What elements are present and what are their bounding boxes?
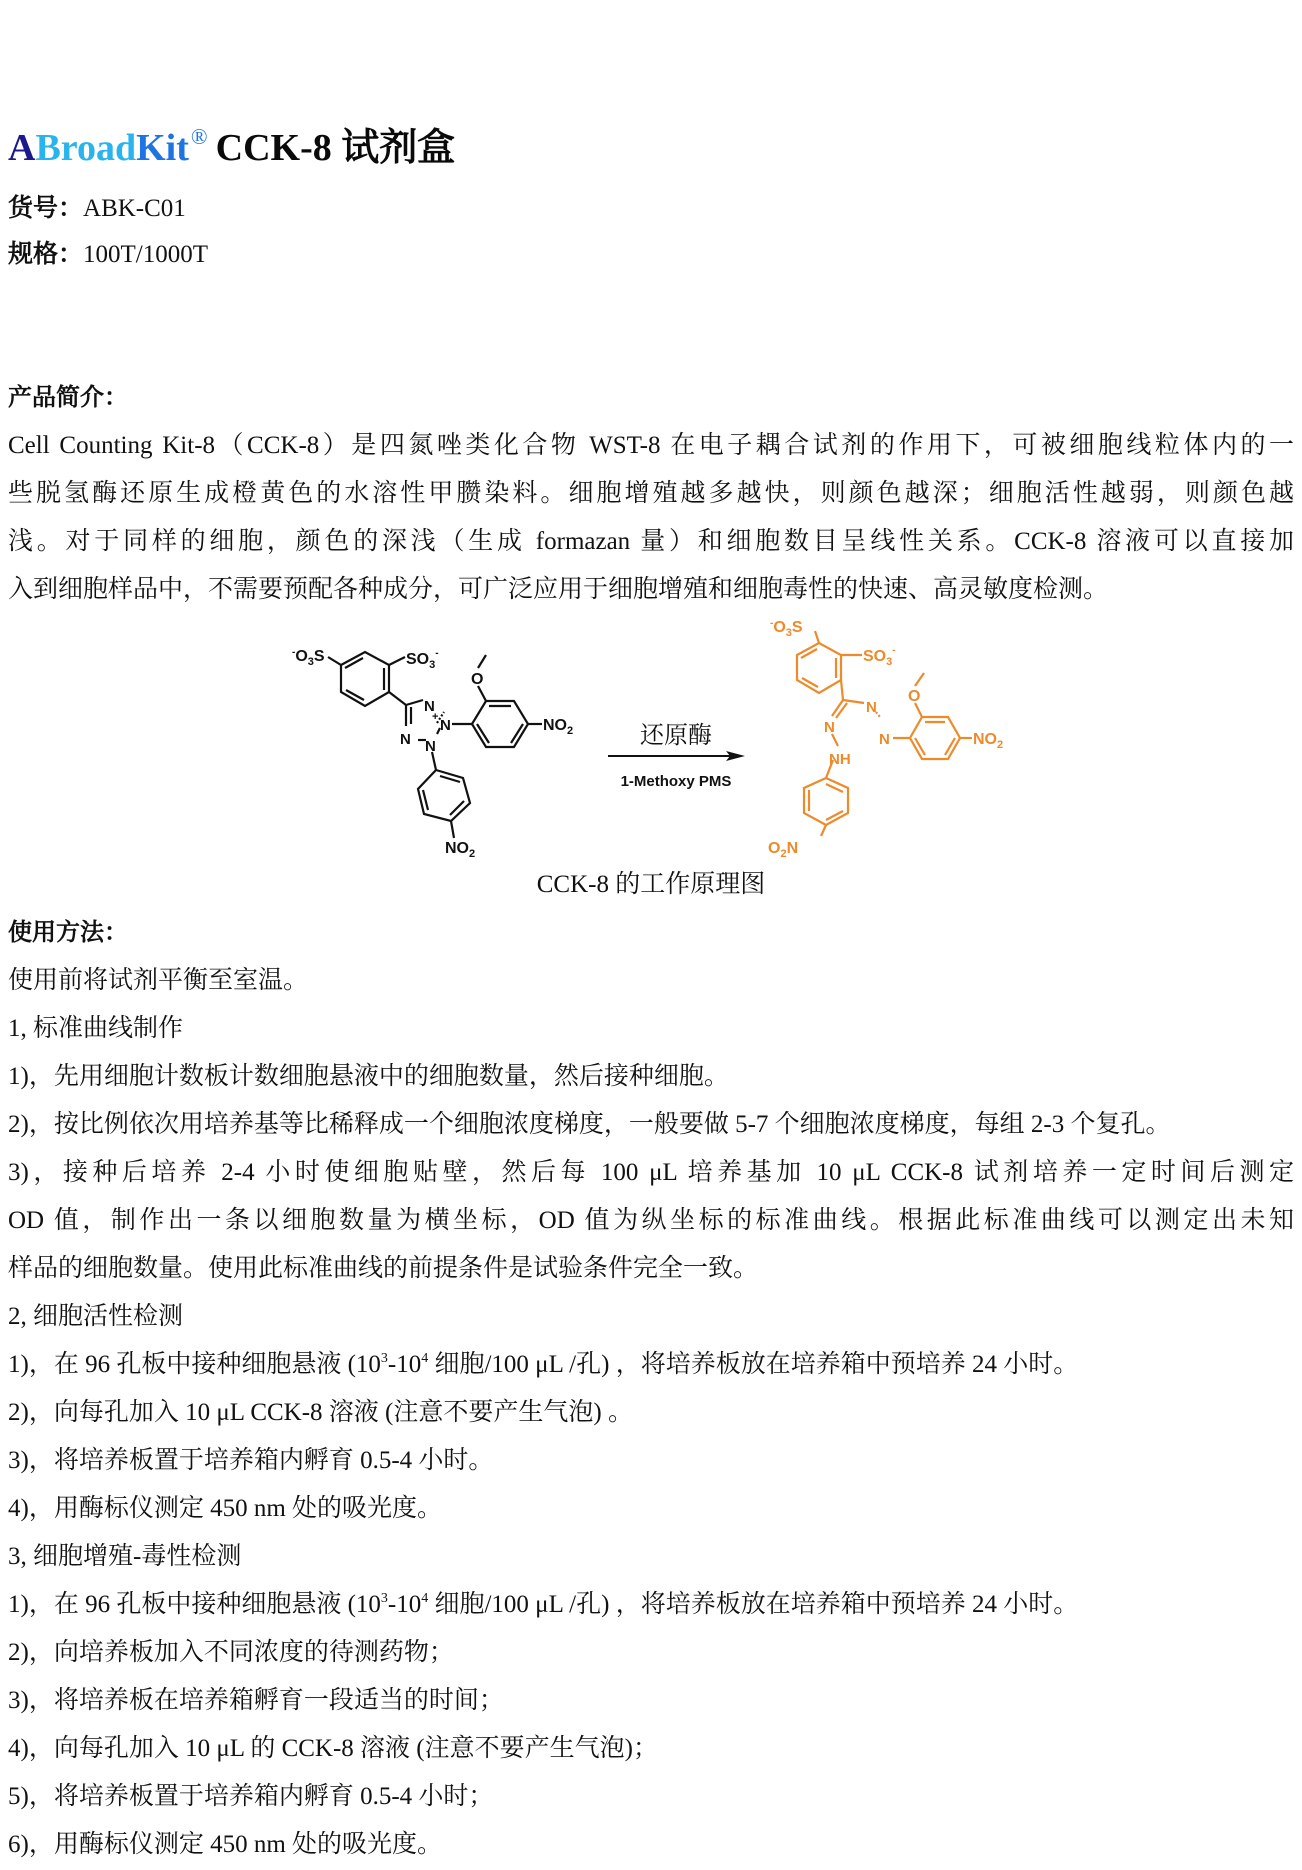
step-item: 5)，将培养板置于培养箱内孵育 0.5-4 小时； [8,1783,494,1810]
svg-text:SO3-: $SO_3^-$ [406,648,439,671]
specification-value: 100T/1000T [83,241,209,268]
section-title-proliferation-toxicity: 3, 细胞增殖-毒性检测 [8,1543,242,1570]
step-item: 2)，向每孔加入 10 μL CCK-8 溶液 (注意不要产生气泡) 。 [8,1399,633,1426]
step-item: 1)，在 96 孔板中接种细胞悬液 ($10^3-10^4$ 细胞/100 μL /孔) ，将培养板放在培养箱中预培养 24 小时。 [8,1351,1079,1378]
mediator-label: 1-Methoxy PMS [620,773,732,790]
step-item: 6)，用酶标仪测定 450 nm 处的吸光度。 [8,1831,443,1858]
product-title: CCK-8 试剂盒 [215,127,456,169]
svg-text:NO2: $NO_2$ [445,840,476,860]
step-item: 1)，先用细胞计数板计数细胞悬液中的细胞数量，然后接种细胞。 [8,1063,729,1090]
svg-text:N: N [866,699,877,716]
svg-text:-O3S: $^-O_3S$ [770,618,803,639]
intro-line: Cell Counting Kit-8（CCK-8）是四氮唑类化合物 WST-8 在电子耦合试剂的作用下，可被细胞线粒体内的一 [8,432,1294,459]
catalog-number-row [8,193,186,224]
reaction-arrow [608,751,745,761]
catalog-number-value: ABK-C01 [83,195,186,222]
brand-word-kit: Kit [136,127,189,169]
registered-mark-icon: ® [190,124,208,149]
page-title [8,114,455,171]
svg-text:O2N: $O_2N$ [768,840,799,860]
svg-text:N: N [440,717,451,734]
step-item: 3)，将培养板在培养箱孵育一段适当的时间； [8,1687,504,1714]
brand-word-broad: Broad [35,127,137,169]
intro-line: 些脱氢酶还原生成橙黄色的水溶性甲臜染料。细胞增殖越多越快，则颜色越深；细胞活性越弱，则颜色越 [8,480,1294,507]
svg-text:O: O [471,671,484,688]
diagram-caption: CCK-8 的工作原理图 [536,871,766,898]
svg-text:+: + [432,711,439,723]
usage-intro: 使用前将试剂平衡至室温。 [8,967,309,994]
catalog-number-label: 货号： [8,194,84,222]
enzyme-label: 还原酶 [640,723,712,749]
brand-letter-a: A [8,127,36,169]
step-item: 3)，将培养板置于培养箱内孵育 0.5-4 小时。 [8,1447,494,1474]
step-item: 2)，按比例依次用培养基等比稀释成一个细胞浓度梯度，一般要做 5-7 个细胞浓度梯度，每组 2-3 个复孔。 [8,1111,1171,1138]
step-item: 3)，接种后培养 2-4 小时使细胞贴壁，然后每 100 μL 培养基加 10 μL CCK-8 试剂培养一定时间后测定 [8,1159,1294,1186]
svg-text:N: N [425,738,436,755]
step-item: 2)，向培养板加入不同浓度的待测药物； [8,1639,454,1666]
svg-text:NH: NH [829,751,851,768]
svg-text:SO3-: $SO_3^-$ [863,645,896,668]
svg-text:-O3S: $^-O_3S$ [292,647,325,668]
svg-text:NO2: $NO_2$ [543,717,574,737]
step-item: OD 值，制作出一条以细胞数量为横坐标，OD 值为纵坐标的标准曲线。根据此标准曲线可以测定出未知 [8,1207,1294,1234]
specification-label: 规格： [8,240,84,268]
usage-heading: 使用方法： [8,919,128,946]
svg-text:N: N [400,731,411,748]
svg-text:O: O [908,688,921,705]
svg-text:NO2: $NO_2$ [973,731,1004,751]
step-item: 4)，用酶标仪测定 450 nm 处的吸光度。 [8,1495,443,1522]
svg-text:N: N [424,698,435,715]
step-item: 样品的细胞数量。使用此标准曲线的前提条件是试验条件完全一致。 [8,1255,759,1282]
section-title-viability: 2, 细胞活性检测 [8,1303,184,1330]
step-item: 1)，在 96 孔板中接种细胞悬液 ($10^3-10^4$ 细胞/100 μL /孔) ，将培养板放在培养箱中预培养 24 小时。 [8,1591,1079,1618]
section-title-standard-curve: 1, 标准曲线制作 [8,1015,184,1042]
specification-row [8,239,208,270]
reaction-diagram [0,600,1302,870]
intro-heading: 产品简介： [8,384,128,411]
intro-line: 浅。对于同样的细胞，颜色的深浅（生成 formazan 量）和细胞数目呈线性关系。CCK-8 溶液可以直接加 [8,528,1294,555]
svg-text:N: N [879,731,890,748]
step-item: 4)，向每孔加入 10 μL 的 CCK-8 溶液 (注意不要产生气泡)； [8,1735,658,1762]
svg-text:N: N [824,719,835,736]
intro-line: 入到细胞样品中，不需要预配各种成分，可广泛应用于细胞增殖和细胞毒性的快速、高灵敏度检测。 [8,576,1109,603]
